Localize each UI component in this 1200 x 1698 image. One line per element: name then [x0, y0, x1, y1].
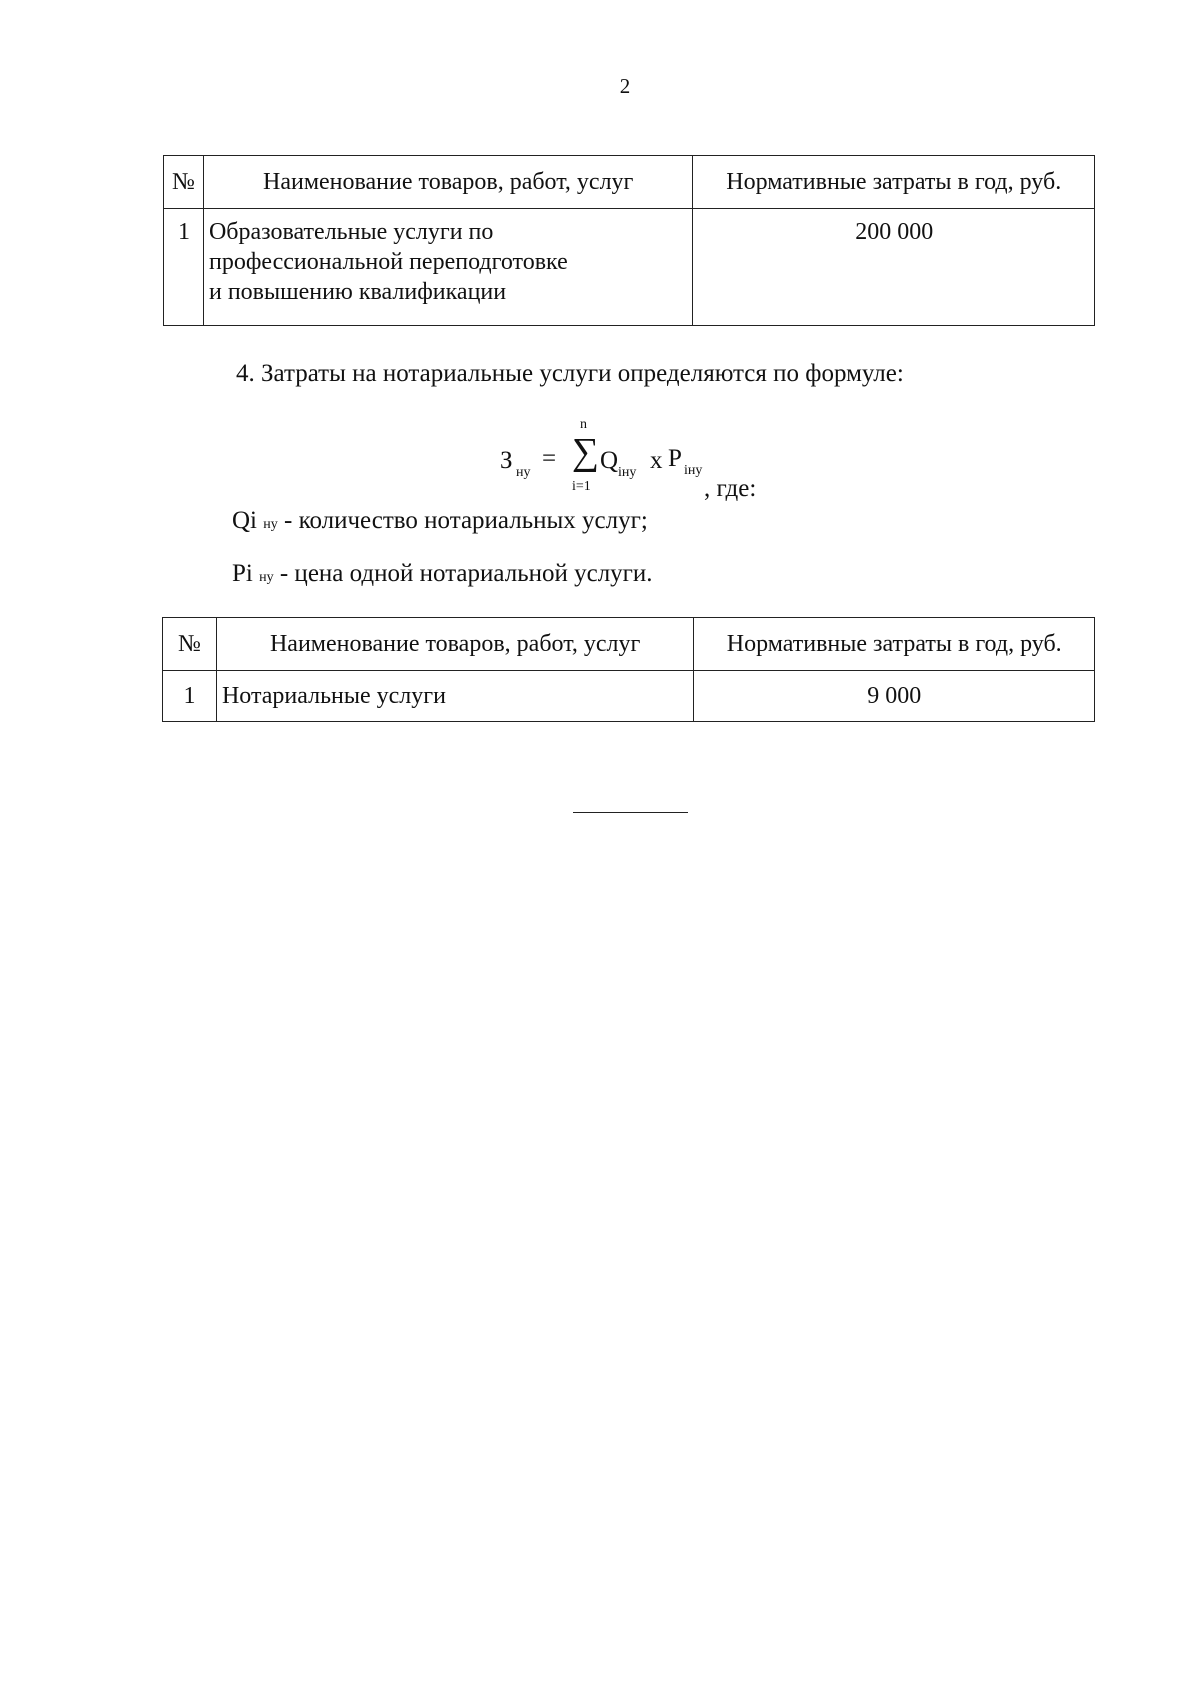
cost-formula — [500, 417, 800, 505]
header-number: № — [164, 156, 204, 209]
header-name: Наименование товаров, работ, услуг — [216, 618, 693, 671]
formula-equals: = — [542, 445, 557, 472]
definition-text: - цена одной нотариальной услуги. — [279, 560, 653, 587]
definition-symbol: Pi — [232, 560, 253, 587]
row-cost: 200 000 — [693, 209, 1095, 326]
table-header-row — [164, 156, 1095, 209]
row-name-line: и повышению квалификации — [208, 279, 507, 305]
table-header-row — [163, 618, 1095, 671]
sigma-symbol: ∑ — [572, 431, 600, 473]
formula-lhs: З — [500, 447, 513, 474]
row-name — [203, 209, 692, 326]
definition-subscript: ну — [263, 517, 278, 532]
end-divider — [573, 812, 688, 813]
table-row — [163, 671, 1095, 722]
row-number: 1 — [163, 671, 217, 722]
header-cost: Нормативные затраты в год, руб. — [694, 618, 1095, 671]
row-name-line: профессиональной переподготовке — [208, 249, 568, 275]
sigma-lower-limit: i=1 — [572, 479, 591, 494]
formula-p: P — [668, 445, 682, 472]
definition-p — [232, 560, 653, 588]
row-number: 1 — [164, 209, 204, 326]
page-number: 2 — [619, 74, 631, 98]
header-number: № — [163, 618, 217, 671]
definition-symbol: Qi — [232, 507, 257, 534]
formula-times: x — [650, 447, 663, 474]
section-heading: 4. Затраты на нотариальные услуги определяются по формуле: — [236, 360, 904, 387]
row-name: Нотариальные услуги — [216, 671, 693, 722]
table-row — [164, 209, 1095, 326]
row-cost: 9 000 — [694, 671, 1095, 722]
row-name-line: Образовательные услуги по — [208, 219, 494, 245]
header-cost: Нормативные затраты в год, руб. — [693, 156, 1095, 209]
notary-costs-table — [162, 617, 1095, 722]
training-costs-table — [163, 155, 1095, 326]
definition-q — [232, 507, 648, 535]
formula-p-subscript: iну — [684, 463, 703, 478]
sigma-upper-limit: n — [580, 417, 587, 432]
formula-q: Q — [600, 447, 619, 474]
header-name: Наименование товаров, работ, услуг — [203, 156, 692, 209]
formula-lhs-subscript: ну — [516, 465, 531, 480]
definition-subscript: ну — [259, 570, 274, 585]
formula-q-subscript: iну — [618, 465, 637, 480]
formula-where: , где: — [704, 475, 757, 502]
definition-text: - количество нотариальных услуг; — [284, 507, 648, 534]
